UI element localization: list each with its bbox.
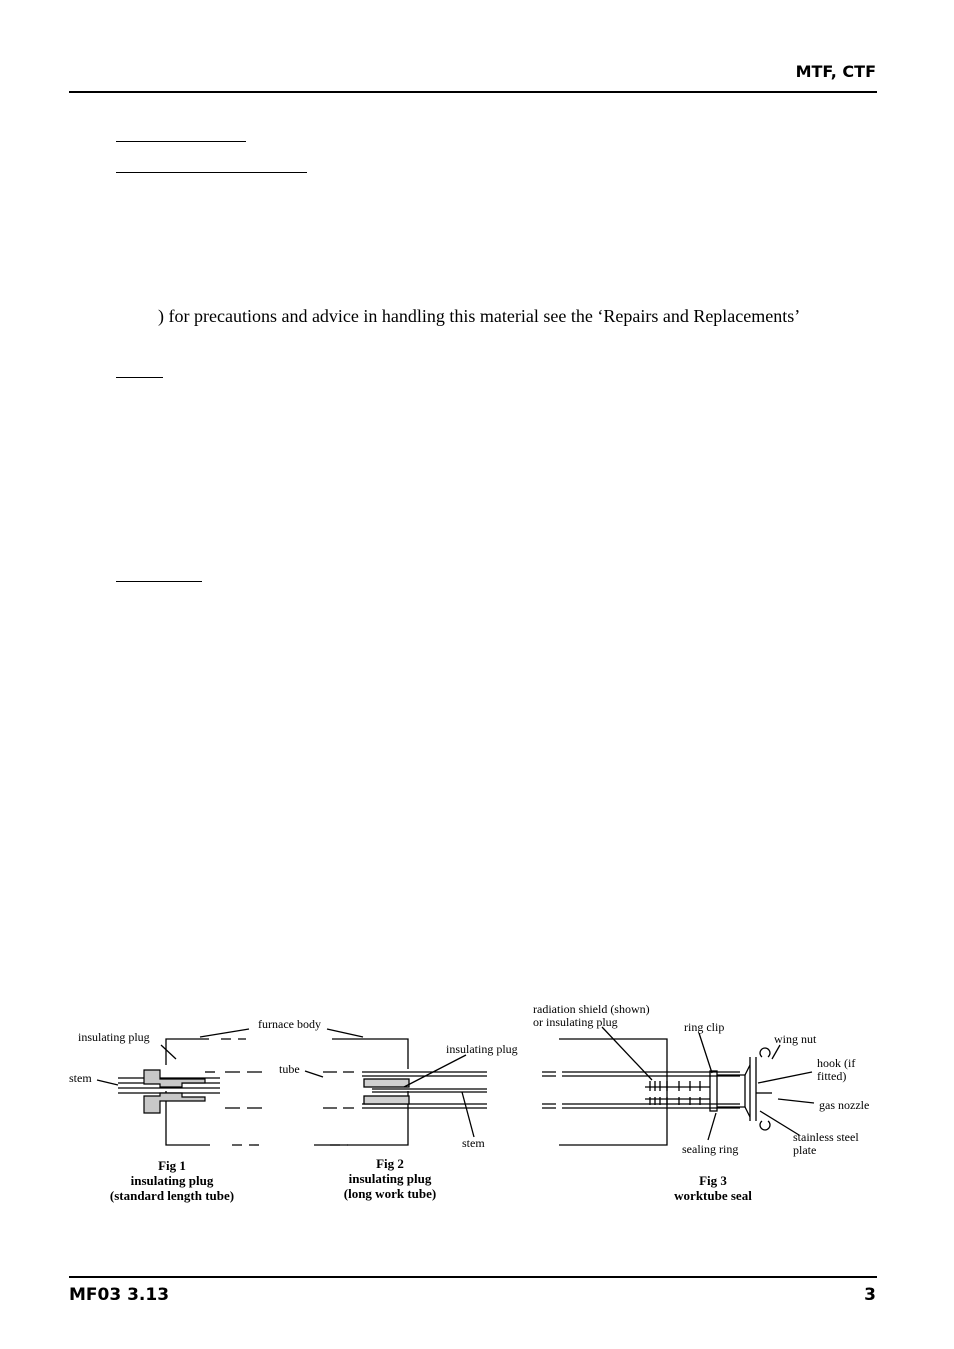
label-radiation-shield-1: radiation shield (shown) — [533, 1002, 650, 1016]
label-hook-2: fitted) — [817, 1069, 847, 1083]
heading-underline-1 — [116, 141, 246, 142]
header-rule — [69, 91, 877, 93]
label-wing-nut: wing nut — [774, 1032, 817, 1046]
footer-page-number: 3 — [864, 1285, 876, 1305]
label-insulating-plug-2: insulating plug — [446, 1042, 518, 1056]
caption-fig3-title: Fig 3 — [699, 1173, 727, 1188]
label-stem-1: stem — [69, 1071, 92, 1085]
caption-fig2-title: Fig 2 — [376, 1156, 404, 1171]
label-radiation-shield-2: or insulating plug — [533, 1015, 618, 1029]
furnace-body-top-mid — [332, 1039, 408, 1069]
label-stem-2: stem — [462, 1136, 485, 1150]
heading-underline-3 — [116, 377, 163, 378]
label-gas-nozzle: gas nozzle — [819, 1098, 870, 1112]
label-sealing-ring: sealing ring — [682, 1142, 739, 1156]
heading-underline-2 — [116, 172, 307, 173]
footer-rule — [69, 1276, 877, 1278]
footer-doc-ref: MF03 3.13 — [69, 1285, 170, 1305]
caption-fig1-line3: (standard length tube) — [109, 1188, 235, 1203]
label-insulating-plug-1: insulating plug — [78, 1030, 150, 1044]
label-tube: tube — [279, 1062, 300, 1076]
label-furnace-body: furnace body — [258, 1017, 321, 1031]
furnace-body-top-left — [166, 1039, 209, 1065]
caption-fig3-line2: worktube seal — [674, 1188, 752, 1203]
caption-fig2-line3: (long work tube) — [343, 1186, 437, 1201]
label-hook-1: hook (if — [817, 1056, 856, 1070]
label-stainless-1: stainless steel — [793, 1130, 859, 1144]
label-stainless-2: plate — [793, 1143, 817, 1157]
caption-fig1-title: Fig 1 — [158, 1158, 186, 1173]
caption-fig2-line2: insulating plug — [348, 1171, 432, 1186]
body-paragraph: ) for precautions and advice in handling this material see the ‘Repairs and Replacements’ — [158, 306, 801, 326]
header-product: MTF, CTF — [795, 62, 876, 81]
heading-underline-4 — [116, 581, 202, 582]
caption-fig1-line2: insulating plug — [130, 1173, 214, 1188]
label-ring-clip: ring clip — [684, 1020, 725, 1034]
figures-diagram — [0, 995, 954, 1220]
